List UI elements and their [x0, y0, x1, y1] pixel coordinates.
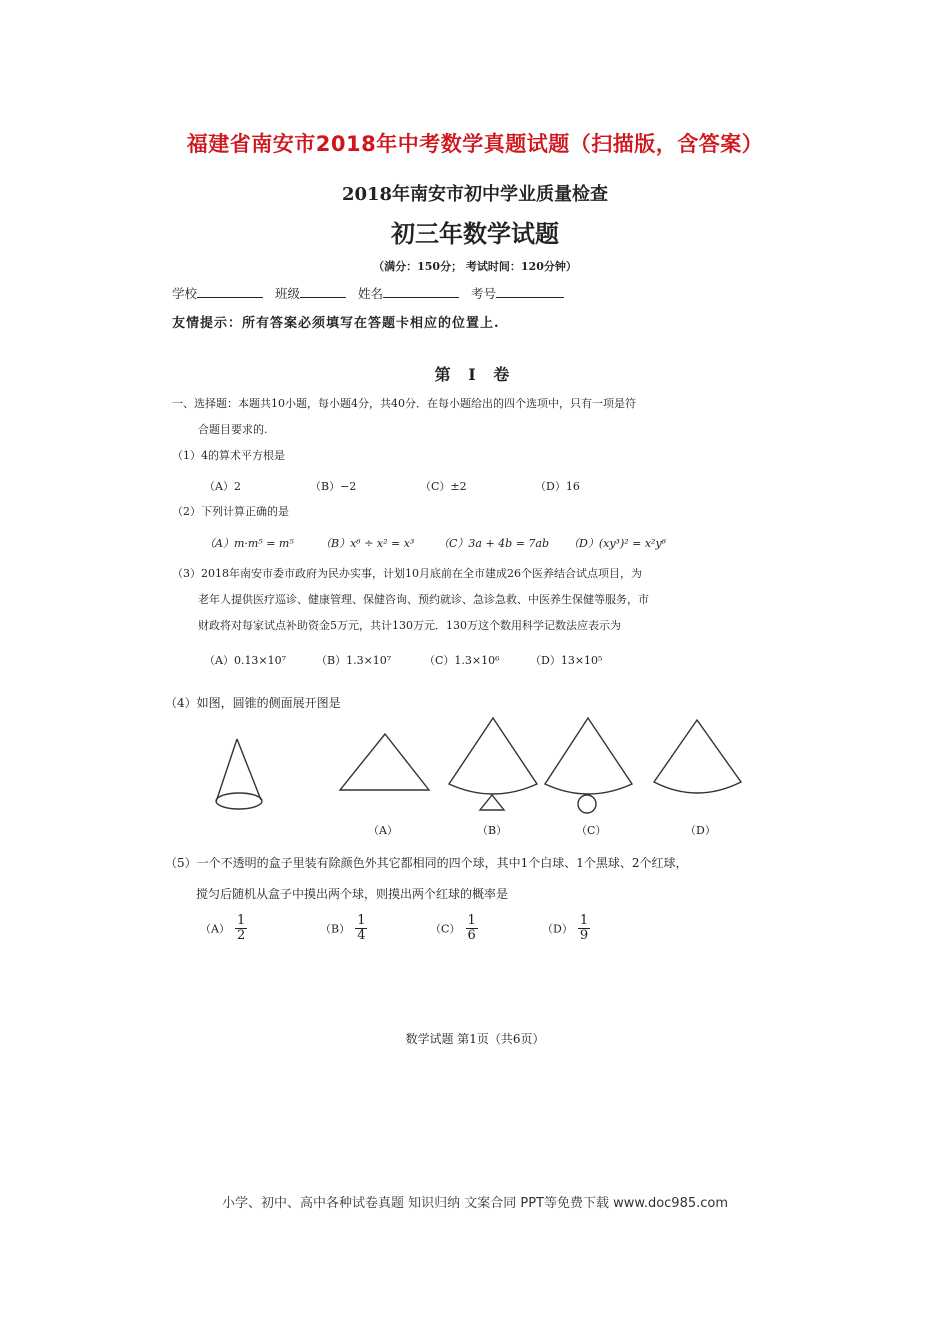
- fraction-denominator: 2: [237, 927, 246, 943]
- q3-option-c: （C）1.3×10⁶: [424, 654, 500, 667]
- q4-label-b: （B）: [477, 824, 508, 837]
- page-footer: 数学试题 第1页（共6页）: [405, 1032, 545, 1046]
- q4-label-d: （D）: [685, 824, 716, 837]
- q5-line2: 搅匀后随机从盒子中摸出两个球，则摸出两个红球的概率是: [196, 887, 509, 901]
- option-a-figure: [335, 730, 435, 795]
- q1-option-a: （A）2: [204, 480, 241, 493]
- fraction-numerator: 1: [467, 913, 476, 928]
- field-id-label: 考号: [471, 286, 497, 301]
- q3-line2: 老年人提供医疗巡诊、健康管理、保健咨询、预约就诊、急诊急救、中医养生保健等服务，市: [198, 593, 649, 606]
- q3-line3: 财政将对每家试点补助资金5万元，共计130万元．130万这个数用科学记数法应表示为: [198, 619, 621, 632]
- q4-label-a: （A）: [368, 824, 398, 837]
- q1-option-b: （B）−2: [310, 480, 357, 493]
- q3-option-a: （A）0.13×10⁷: [204, 654, 287, 667]
- q5-option-c-label: （C）: [430, 922, 461, 936]
- exam-info: （满分：150分； 考试时间：120分钟）: [373, 260, 577, 273]
- q3-option-d: （D）13×10⁵: [530, 654, 603, 667]
- q4-stem: （4）如图，圆锥的侧面展开图是: [165, 696, 341, 710]
- fraction-denominator: 6: [467, 927, 476, 943]
- student-fields: [172, 284, 572, 302]
- option-c-figure: [538, 712, 648, 822]
- option-d-figure: [645, 712, 755, 802]
- section-instructions-line1: 一、选择题：本题共10小题，每小题4分，共40分．在每小题给出的四个选项中，只有一项是符: [172, 397, 636, 410]
- fraction-denominator: 4: [357, 927, 366, 943]
- cone-figure: [205, 735, 275, 815]
- q5-option-a: [200, 914, 247, 942]
- exam-title: 2018年南安市初中学业质量检查: [341, 184, 609, 205]
- option-b-figure: [440, 712, 550, 822]
- q5-option-d-fraction: [578, 914, 590, 942]
- q5-line1: （5）一个不透明的盒子里装有除颜色外其它都相同的四个球，其中1个白球、1个黑球、2个红球，: [165, 856, 688, 870]
- document-title: 福建省南安市2018年中考数学真题试题（扫描版，含答案）: [186, 132, 764, 156]
- q4-label-c: （C）: [576, 824, 607, 837]
- field-school-label: 学校: [172, 286, 198, 301]
- volume-heading: 第 Ⅰ 卷: [434, 365, 516, 384]
- q5-option-b-fraction: [355, 914, 367, 942]
- exam-subtitle: 初三年数学试题: [391, 219, 559, 248]
- q5-option-d: [542, 914, 590, 942]
- q2-stem: （2）下列计算正确的是: [172, 505, 289, 518]
- q5-option-c: [430, 914, 478, 942]
- fraction-numerator: 1: [579, 913, 589, 928]
- fraction-numerator: 1: [237, 913, 246, 928]
- q2-option-d: （D）(xy³)² = x²y⁶: [568, 537, 667, 550]
- fraction-denominator: 9: [579, 927, 589, 943]
- bottom-promo-text: 小学、初中、高中各种试卷真题 知识归纳 文案合同 PPT等免费下载 www.doc985.com: [221, 1196, 729, 1211]
- q5-option-b-label: （B）: [320, 922, 351, 936]
- q5-option-d-label: （D）: [542, 922, 573, 936]
- q3-line1: （3）2018年南安市委市政府为民办实事，计划10月底前在全市建成26个医养结合试点项目，为: [172, 567, 642, 580]
- q2-option-b: （B）x⁶ ÷ x² = x³: [320, 537, 415, 550]
- field-name-label: 姓名: [358, 286, 384, 301]
- field-name-blank: [383, 285, 459, 298]
- q1-option-d: （D）16: [535, 480, 580, 493]
- field-school-blank: [197, 285, 263, 298]
- q1-stem: （1）4的算术平方根是: [172, 449, 285, 462]
- q5-option-b: [320, 914, 367, 942]
- q2-option-a: （A）m·m⁵ = m⁵: [204, 537, 294, 550]
- section-instructions-line2: 合题目要求的.: [198, 423, 268, 436]
- friendly-tip: 友情提示：所有答案必须填写在答题卡相应的位置上.: [172, 316, 500, 331]
- q3-option-b: （B）1.3×10⁷: [316, 654, 392, 667]
- field-id-blank: [496, 285, 564, 298]
- field-class-blank: [300, 285, 346, 298]
- q5-option-a-fraction: [235, 914, 247, 942]
- field-class-label: 班级: [275, 286, 301, 301]
- q2-option-c: （C）3a + 4b = 7ab: [438, 537, 550, 550]
- q1-option-c: （C）±2: [420, 480, 467, 493]
- q5-option-c-fraction: [466, 914, 478, 942]
- q5-option-a-label: （A）: [200, 922, 230, 936]
- fraction-numerator: 1: [357, 913, 366, 928]
